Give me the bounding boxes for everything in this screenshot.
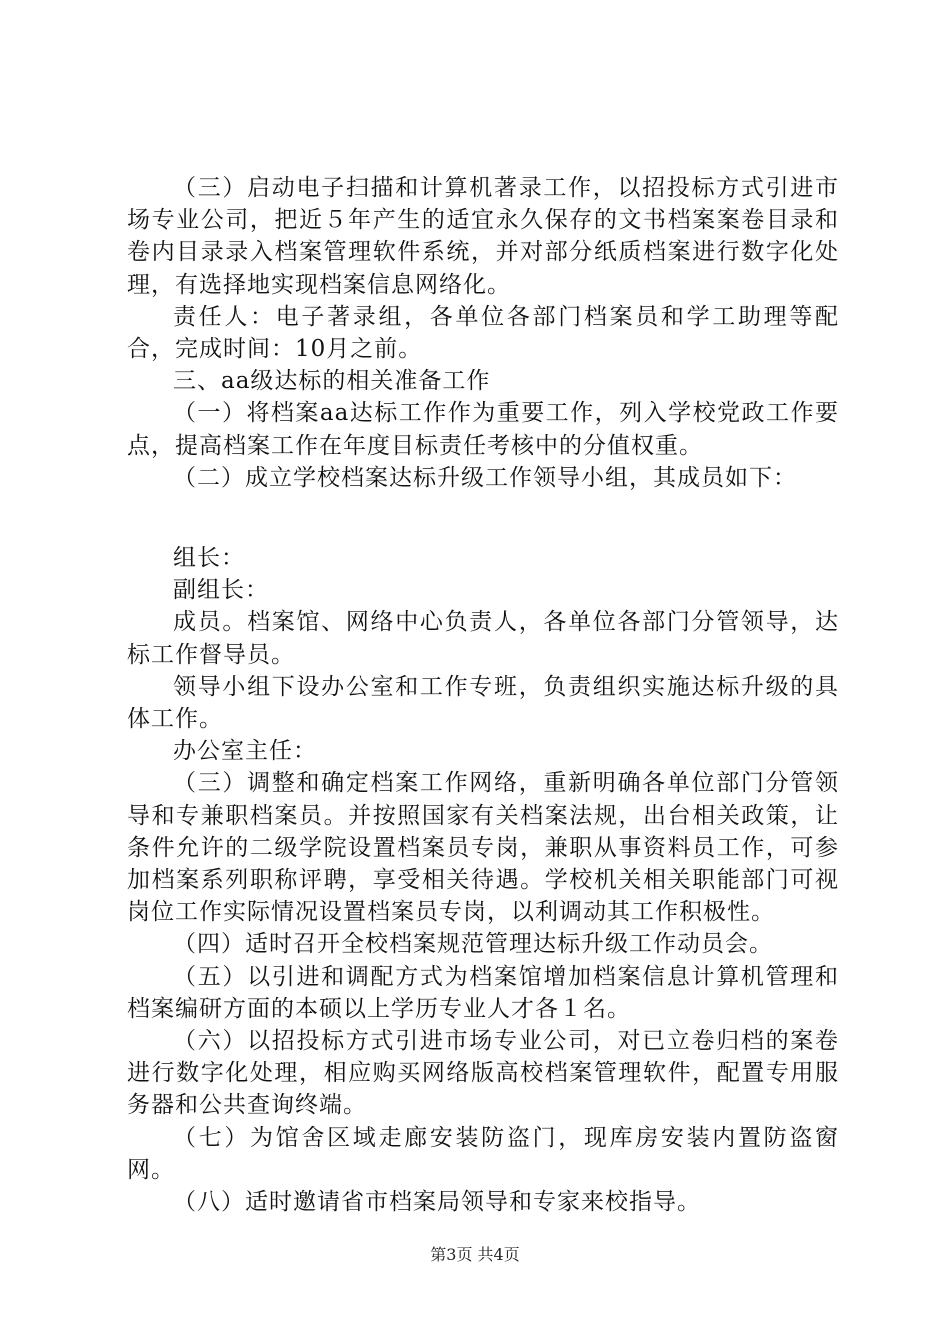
paragraph-item-1: （一）将档案aa达标工作作为重要工作，列入学校党政工作要点，提高档案工作在年度目标责任考核中的分值权重。 bbox=[127, 400, 839, 459]
paragraph-office-director: 办公室主任： bbox=[173, 738, 317, 765]
paragraph-item-4: （四）适时召开全校档案规范管理达标升级工作动员会。 bbox=[173, 931, 773, 958]
paragraph-responsible-person: 责任人：电子著录组，各单位各部门档案员和学工助理等配合，完成时间：10月之前。 bbox=[127, 303, 839, 363]
paragraph-office-setup: 领导小组下设办公室和工作专班，负责组织实施达标升级的具体工作。 bbox=[127, 673, 839, 733]
paragraph-section-3-scanning: （三）启动电子扫描和计算机著录工作，以招投标方式引进市场专业公司，把近５年产生的适宜永久保存的文书档案案卷目录和卷内目录录入档案管理软件系统，并对部分纸质档案进行数字化处理，有选择地实现档案信息网络化。 bbox=[127, 175, 839, 298]
paragraph-item-3: （三）调整和确定档案工作网络，重新明确各单位部门分管领导和专兼职档案员。并按照国家有关档案法规，出台相关政策，让条件允许的二级学院设置档案员专岗，兼职从事资料员工作，可参加档案系列职称评聘，享受相关待遇。学校机关相关职能部门可视岗位工作实际情况设置档案员专岗，以利调动其工作积极性。 bbox=[127, 770, 839, 926]
paragraph-item-7: （七）为馆舍区域走廊安装防盗门，现库房安装内置防盗窗网。 bbox=[127, 1124, 839, 1183]
paragraph-item-6: （六）以招投标方式引进市场专业公司，对已立卷归档的案卷进行数字化处理，相应购买网络版高校档案管理软件，配置专用服务器和公共查询终端。 bbox=[127, 1028, 839, 1119]
paragraph-members: 成员。档案馆、网络中心负责人，各单位各部门分管领导，达标工作督导员。 bbox=[127, 609, 839, 668]
paragraph-item-2: （二）成立学校档案达标升级工作领导小组，其成员如下： bbox=[173, 464, 797, 491]
paragraph-heading-aa-preparation: 三、aa级达标的相关准备工作 bbox=[173, 368, 491, 395]
paragraph-item-5: （五）以引进和调配方式为档案馆增加档案信息计算机管理和档案编研方面的本硕以上学历专业人才各１名。 bbox=[127, 963, 839, 1022]
paragraph-deputy-leader: 副组长： bbox=[173, 577, 269, 604]
paragraph-team-leader: 组长： bbox=[173, 545, 245, 572]
blank-line bbox=[127, 494, 839, 542]
page-number-footer: 第3页 共4页 bbox=[430, 1245, 520, 1264]
paragraph-item-8: （八）适时邀请省市档案局领导和专家来校指导。 bbox=[173, 1189, 701, 1216]
document-body bbox=[127, 172, 839, 1218]
